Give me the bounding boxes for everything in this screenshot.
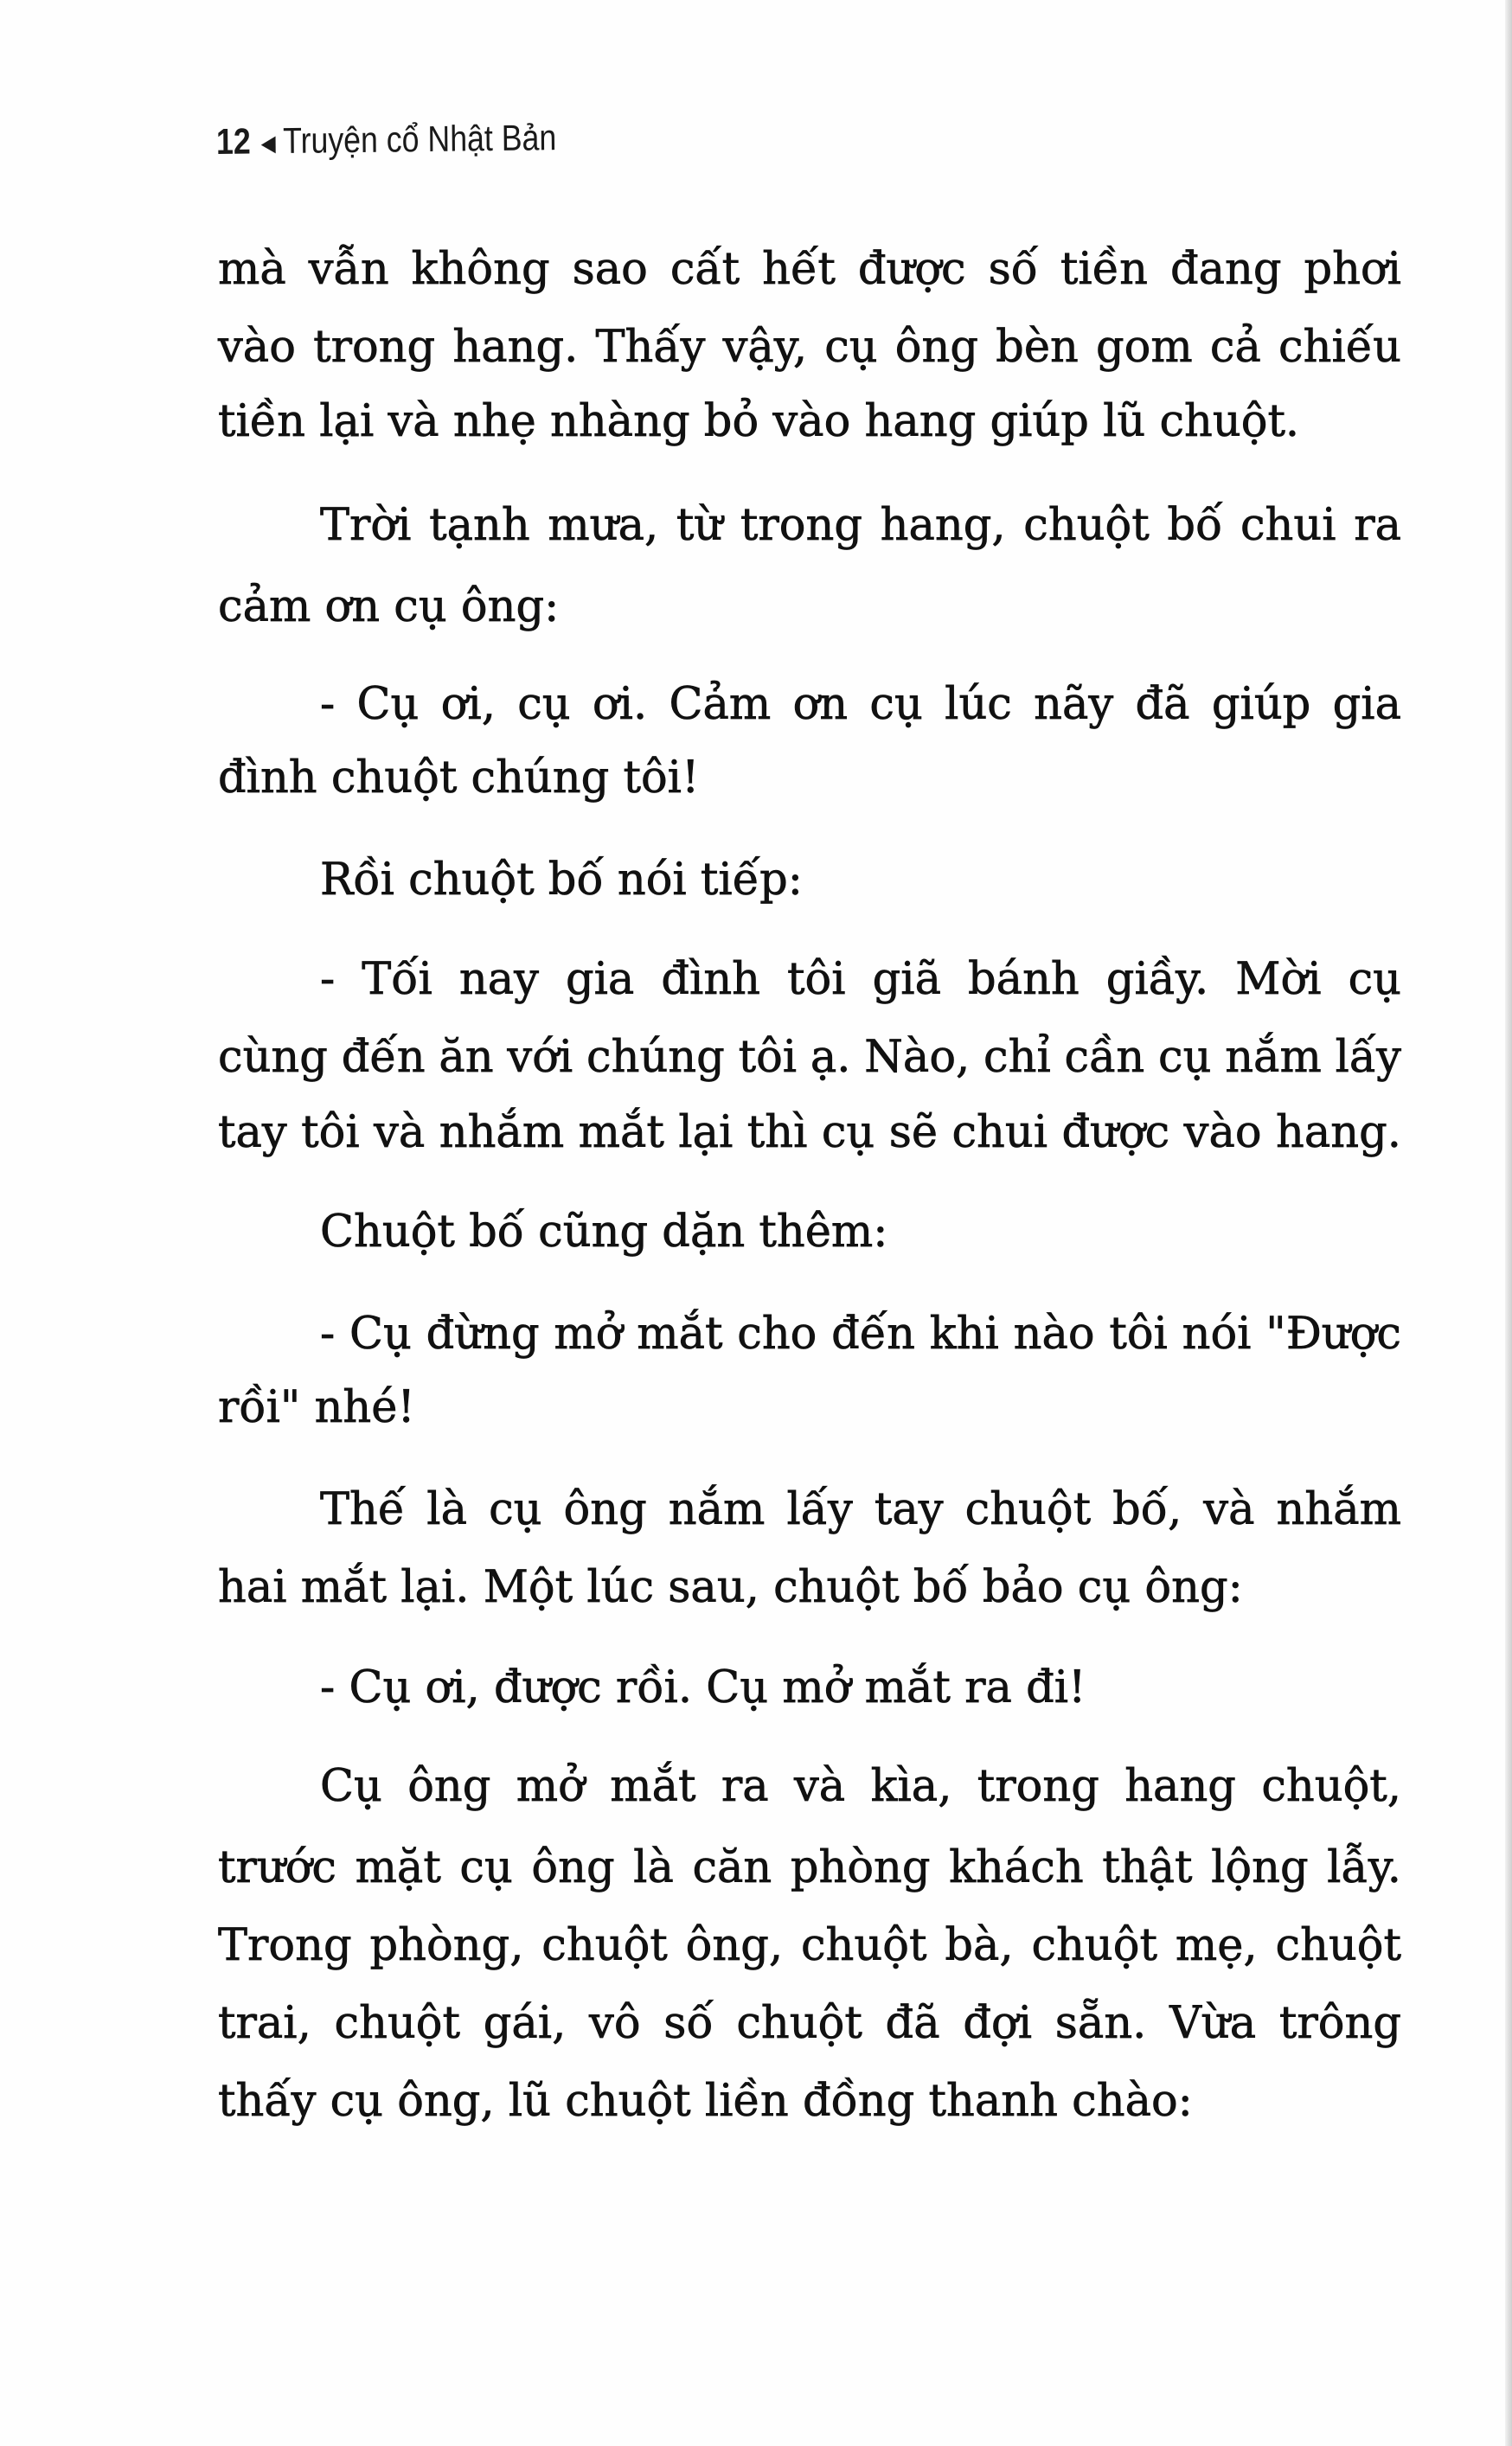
text-line: đình chuột chúng tôi!: [218, 752, 700, 804]
text-line: Cụ ông mở mắt ra và kìa, trong hang chuột,: [320, 1761, 1401, 1812]
text-line: - Cụ ơi, được rồi. Cụ mở mắt ra đi!: [320, 1662, 1086, 1713]
text-line: Chuột bố cũng dặn thêm:: [320, 1207, 888, 1258]
running-header: [216, 117, 557, 163]
text-line: - Cụ ơi, cụ ơi. Cảm ơn cụ lúc nãy đã giúp gia: [320, 679, 1401, 730]
text-line: thấy cụ ông, lũ chuột liền đồng thanh chào:: [218, 2076, 1193, 2127]
text-line: cùng đến ăn với chúng tôi ạ. Nào, chỉ cần cụ nắm lấy: [218, 1032, 1401, 1083]
page-number: 12: [215, 120, 251, 162]
text-line: - Tối nay gia đình tôi giã bánh giầy. Mời cụ: [320, 954, 1401, 1005]
page-edge-shadow: [1505, 0, 1512, 2446]
text-line: vào trong hang. Thấy vậy, cụ ông bèn gom cả chiếu: [218, 322, 1401, 373]
text-line: Thế là cụ ông nắm lấy tay chuột bố, và nhắm: [320, 1484, 1401, 1535]
text-line: trước mặt cụ ông là căn phòng khách thật lộng lẫy.: [218, 1842, 1401, 1893]
text-line: tiền lại và nhẹ nhàng bỏ vào hang giúp lũ chuột.: [218, 396, 1300, 447]
text-line: Rồi chuột bố nói tiếp:: [320, 855, 803, 906]
text-line: mà vẫn không sao cất hết được số tiền đang phơi: [218, 244, 1401, 295]
text-line: rồi" nhé!: [218, 1382, 415, 1433]
text-line: Trời tạnh mưa, từ trong hang, chuột bố chui ra: [320, 500, 1401, 551]
text-line: tay tôi và nhắm mắt lại thì cụ sẽ chui được vào hang.: [218, 1107, 1401, 1158]
text-line: trai, chuột gái, vô số chuột đã đợi sẵn. Vừa trông: [218, 1998, 1401, 2049]
text-line: cảm ơn cụ ông:: [218, 581, 560, 632]
left-triangle-icon: ◀: [260, 130, 276, 157]
text-line: - Cụ đừng mở mắt cho đến khi nào tôi nói "Được: [320, 1309, 1401, 1360]
book-title: Truyện cổ Nhật Bản: [282, 117, 557, 162]
text-line: Trong phòng, chuột ông, chuột bà, chuột mẹ, chuột: [218, 1920, 1401, 1971]
text-line: hai mắt lại. Một lúc sau, chuột bố bảo cụ ông:: [218, 1562, 1243, 1613]
